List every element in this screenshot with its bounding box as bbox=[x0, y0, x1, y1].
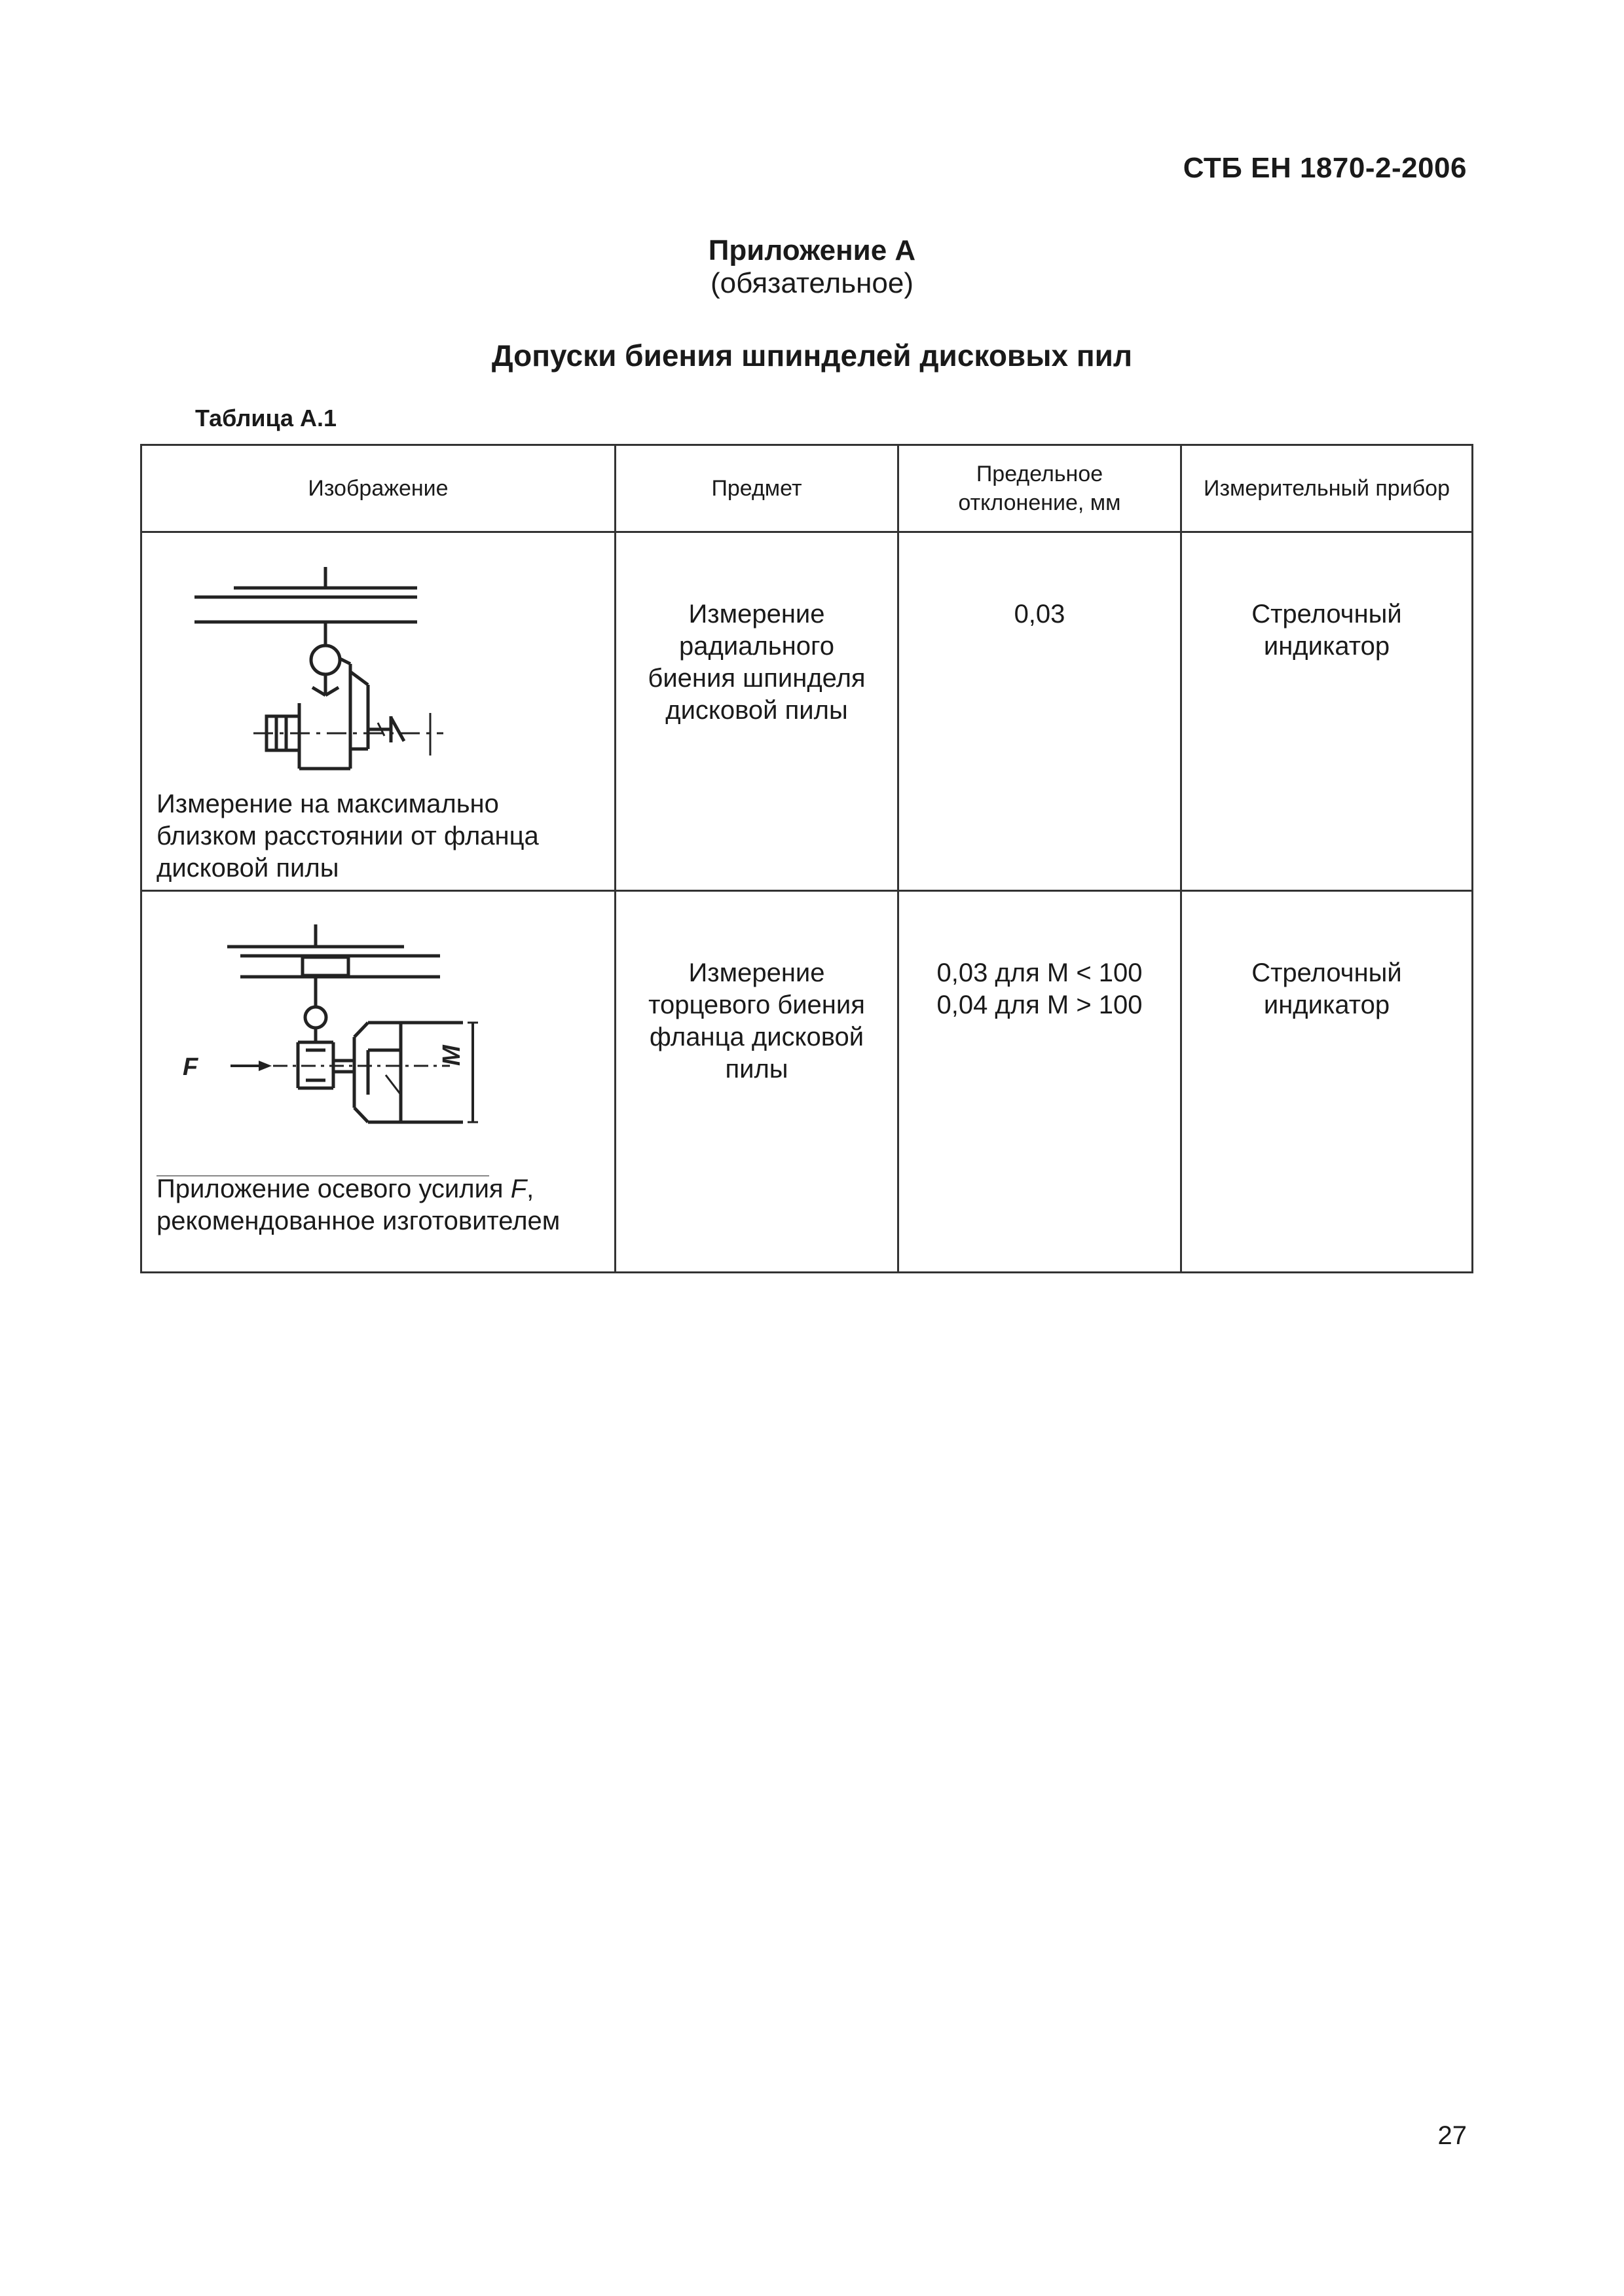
instrument-text: Стрелочный индикатор bbox=[1251, 958, 1402, 1019]
caption-text: Приложение осевого усилия bbox=[157, 1175, 511, 1203]
column-header: Изображение bbox=[141, 445, 616, 532]
deviation-cell bbox=[898, 532, 1181, 891]
table-header-row bbox=[141, 445, 1473, 532]
column-header: Предмет bbox=[616, 445, 898, 532]
caption-text: , рекомендованное изготовителем bbox=[157, 1175, 561, 1235]
subject-cell bbox=[616, 891, 898, 1273]
column-header: Предельное отклонение, мм bbox=[898, 445, 1181, 532]
instrument-cell bbox=[1181, 891, 1473, 1273]
force-label: F bbox=[183, 1053, 198, 1081]
image-caption bbox=[157, 1173, 608, 1237]
dimension-label: M bbox=[438, 1045, 466, 1066]
image-cell bbox=[141, 532, 616, 891]
force-symbol: F bbox=[510, 1175, 527, 1203]
section-title: Допуски биения шпинделей дисковых пил bbox=[491, 338, 1133, 373]
subject-text: Измерение радиального биения шпинделя дисковой пилы bbox=[648, 600, 866, 725]
page-number: 27 bbox=[1437, 2121, 1467, 2150]
subject-cell bbox=[616, 532, 898, 891]
deviation-text bbox=[899, 892, 1180, 1021]
image-cell bbox=[141, 891, 616, 1273]
deviation-cell bbox=[898, 891, 1181, 1273]
appendix-subtitle: (обязательное) bbox=[710, 267, 914, 299]
table-label: Таблица А.1 bbox=[195, 405, 337, 431]
document-code: СТБ ЕН 1870-2-2006 bbox=[1183, 152, 1467, 184]
appendix-title: Приложение А bbox=[708, 234, 916, 266]
instrument-text: Стрелочный индикатор bbox=[1251, 600, 1402, 661]
deviation-text: 0,03 bbox=[1014, 600, 1065, 629]
deviation-line: 0,03 для M < 100 bbox=[936, 958, 1143, 987]
column-header: Измерительный прибор bbox=[1181, 445, 1473, 532]
image-caption: Измерение на максимально близком расстоянии от фланца дисковой пилы bbox=[157, 790, 539, 883]
instrument-cell bbox=[1181, 532, 1473, 891]
table-row bbox=[141, 891, 1473, 1273]
subject-text: Измерение торцевого биения фланца дисковой пилы bbox=[648, 958, 865, 1084]
tolerance-table bbox=[140, 444, 1473, 1273]
table-row bbox=[141, 532, 1473, 891]
deviation-line: 0,04 для M > 100 bbox=[936, 991, 1143, 1019]
